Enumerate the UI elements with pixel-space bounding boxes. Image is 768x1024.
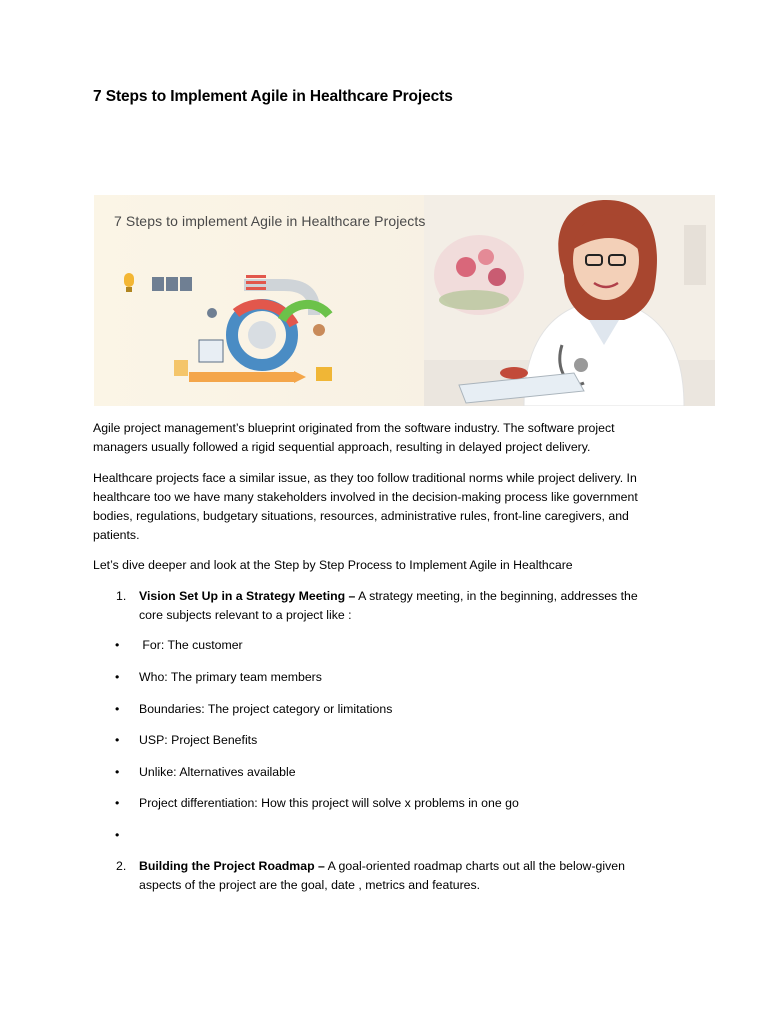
paragraph-line: Healthcare projects face a similar issue, as they too follow traditional norms while project delivery. In xyxy=(93,471,637,485)
bullet-glyph: • xyxy=(115,702,120,716)
bullet-glyph: • xyxy=(115,765,120,779)
paragraph-line: healthcare too we have many stakeholders involved in the decision-making process like government xyxy=(93,490,638,504)
step-number: 2. xyxy=(116,859,127,873)
bullet-item: For: The customer xyxy=(139,638,243,652)
paragraph-dive-deeper xyxy=(93,556,683,575)
paragraph-line: bodies, regulations, budgetary situations, resources, administrative rules, front-line caregivers, and xyxy=(93,509,629,523)
step-text: A strategy meeting, in the beginning, addresses the xyxy=(355,589,638,603)
bullet-item: Unlike: Alternatives available xyxy=(139,765,296,779)
bullet-glyph: • xyxy=(115,638,120,652)
step-vision xyxy=(139,587,669,625)
paragraph-line: managers usually followed a rigid sequential approach, resulting in delayed project delivery. xyxy=(93,440,591,454)
bullet-glyph: • xyxy=(115,733,120,747)
banner-image xyxy=(94,195,715,406)
bullet-item: USP: Project Benefits xyxy=(139,733,258,747)
paragraph-intro xyxy=(93,419,683,457)
step-text: core subjects relevant to a project like : xyxy=(139,608,352,622)
paragraph-healthcare xyxy=(93,469,683,545)
bullet-glyph: • xyxy=(115,828,120,842)
step-heading: Vision Set Up in a Strategy Meeting – xyxy=(139,589,356,603)
step-roadmap xyxy=(139,857,669,895)
step-text: A goal-oriented roadmap charts out all the below-given xyxy=(324,859,625,873)
bullet-item: Project differentiation: How this project will solve x problems in one go xyxy=(139,796,519,810)
bullet-item: Boundaries: The project category or limitations xyxy=(139,702,393,716)
paragraph-line: Agile project management’s blueprint originated from the software industry. The software project xyxy=(93,421,615,435)
step-number: 1. xyxy=(116,589,127,603)
paragraph-line: patients. xyxy=(93,528,140,542)
bullet-glyph: • xyxy=(115,796,120,810)
bullet-item: Who: The primary team members xyxy=(139,670,322,684)
step-heading: Building the Project Roadmap – xyxy=(139,859,325,873)
banner-caption: 7 Steps to implement Agile in Healthcare Projects xyxy=(114,213,426,229)
page-title: 7 Steps to Implement Agile in Healthcare Projects xyxy=(93,88,453,105)
paragraph-line: Let’s dive deeper and look at the Step by Step Process to Implement Agile in Healthcare xyxy=(93,558,573,572)
step-text: aspects of the project are the goal, date , metrics and features. xyxy=(139,878,481,892)
bullet-glyph: • xyxy=(115,670,120,684)
